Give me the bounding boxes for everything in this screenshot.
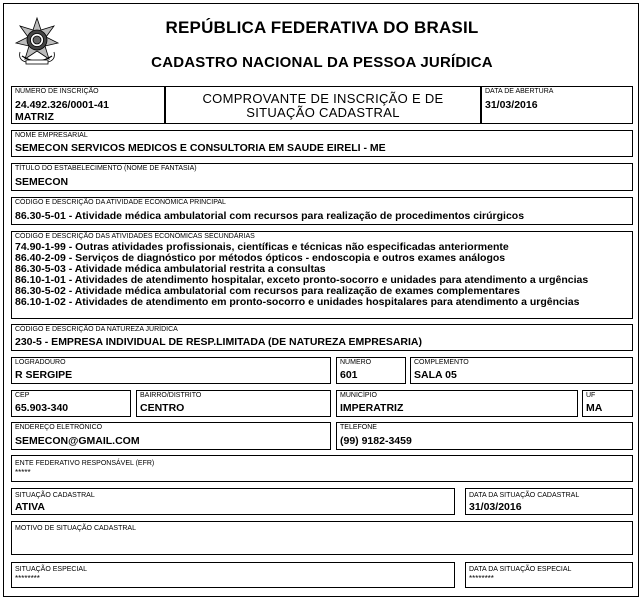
- inscricao-numero: 24.492.326/0001-41: [15, 99, 110, 111]
- nome-empresarial-box: [11, 130, 633, 157]
- municipio-value: IMPERATRIZ: [340, 402, 404, 414]
- uf-label: UF: [586, 392, 596, 399]
- data-situacao-especial-label: DATA DA SITUAÇÃO ESPECIAL: [469, 566, 572, 573]
- inscricao-label: NÚMERO DE INSCRIÇÃO: [15, 88, 99, 95]
- logradouro-value: R SERGIPE: [15, 369, 73, 381]
- motivo-box: [11, 521, 633, 555]
- numero-value: 601: [340, 369, 358, 381]
- fantasia-box: [11, 163, 633, 191]
- uf-box: [582, 390, 633, 417]
- abertura-box: [481, 86, 633, 124]
- list-item: 86.30-5-02 - Atividade médica ambulatorial com recursos para realização de exames complementares: [15, 284, 521, 297]
- fantasia-value: SEMECON: [15, 176, 69, 188]
- fantasia-label: TÍTULO DO ESTABELECIMENTO (NOME DE FANTASIA): [15, 165, 197, 172]
- situacao-especial-label: SITUAÇÃO ESPECIAL: [15, 566, 87, 573]
- telefone-label: TELEFONE: [340, 424, 377, 431]
- situacao-especial-value: ********: [15, 574, 40, 583]
- logradouro-label: LOGRADOURO: [15, 359, 66, 366]
- complemento-value: SALA 05: [414, 369, 457, 381]
- complemento-box: [410, 357, 633, 384]
- atividades-secundarias-label: CÓDIGO E DESCRIÇÃO DAS ATIVIDADES ECONÔMICAS SECUNDÁRIAS: [15, 233, 255, 240]
- municipio-label: MUNICÍPIO: [340, 392, 377, 399]
- bairro-label: BAIRRO/DISTRITO: [140, 392, 202, 399]
- email-box: [11, 422, 331, 450]
- comprovante-line2: SITUAÇÃO CADASTRAL: [246, 105, 400, 120]
- data-situacao-especial-value: ********: [469, 574, 494, 583]
- atividades-secundarias-box: [11, 231, 633, 319]
- list-item: 86.10-1-02 - Atividades de atendimento em pronto-socorro e unidades hospitalares para atendimento a urgências: [15, 295, 580, 308]
- municipio-box: [336, 390, 578, 417]
- telefone-value: (99) 9182-3459: [340, 435, 412, 447]
- list-item: 86.30-5-03 - Atividade médica ambulatorial restrita a consultas: [15, 262, 326, 275]
- page-title: REPÚBLICA FEDERATIVA DO BRASIL: [165, 18, 479, 37]
- data-situacao-label: DATA DA SITUAÇÃO CADASTRAL: [469, 492, 580, 499]
- atividade-principal-label: CÓDIGO E DESCRIÇÃO DA ATIVIDADE ECONÔMICA PRINCIPAL: [15, 199, 226, 206]
- comprovante-box: [165, 86, 481, 124]
- telefone-box: [336, 422, 633, 450]
- list-item: 86.10-1-01 - Atividades de atendimento hospitalar, exceto pronto-socorro e unidades para atendimento a urgências: [15, 273, 589, 286]
- inscricao-tipo: MATRIZ: [15, 111, 54, 123]
- numero-box: [336, 357, 406, 384]
- page-subtitle: CADASTRO NACIONAL DA PESSOA JURÍDICA: [151, 54, 493, 71]
- abertura-label: DATA DE ABERTURA: [485, 88, 554, 95]
- atividades-secundarias-list: [15, 242, 588, 307]
- natureza-juridica-value: 230-5 - EMPRESA INDIVIDUAL DE RESP.LIMITADA (DE NATUREZA EMPRESARIA): [15, 336, 423, 348]
- uf-value: MA: [586, 402, 603, 414]
- cep-box: [11, 390, 131, 417]
- efr-box: [11, 455, 633, 482]
- cep-label: CEP: [15, 392, 30, 399]
- list-item: 74.90-1-99 - Outras atividades profissionais, científicas e técnicas não especificadas anteriormente: [15, 241, 509, 253]
- efr-label: ENTE FEDERATIVO RESPONSÁVEL (EFR): [15, 460, 155, 467]
- efr-value: *****: [15, 468, 31, 477]
- email-label: ENDEREÇO ELETRÔNICO: [15, 424, 103, 431]
- situacao-label: SITUAÇÃO CADASTRAL: [15, 492, 95, 499]
- bairro-value: CENTRO: [140, 402, 185, 414]
- motivo-label: MOTIVO DE SITUAÇÃO CADASTRAL: [15, 525, 136, 532]
- complemento-label: COMPLEMENTO: [414, 359, 469, 366]
- atividade-principal-box: [11, 197, 633, 225]
- cep-value: 65.903-340: [15, 402, 69, 414]
- logradouro-box: [11, 357, 331, 384]
- comprovante-line1: COMPROVANTE DE INSCRIÇÃO E DE: [202, 91, 444, 106]
- abertura-value: 31/03/2016: [485, 99, 538, 111]
- numero-label: NÚMERO: [340, 359, 372, 366]
- nome-empresarial-label: NOME EMPRESARIAL: [15, 132, 88, 139]
- natureza-juridica-label: CÓDIGO E DESCRIÇÃO DA NATUREZA JURÍDICA: [15, 326, 178, 333]
- bairro-box: [136, 390, 331, 417]
- data-situacao-value: 31/03/2016: [469, 501, 522, 513]
- inscricao-box: [11, 86, 165, 124]
- nome-empresarial-value: SEMECON SERVICOS MEDICOS E CONSULTORIA EM SAUDE EIRELI - ME: [15, 142, 386, 154]
- data-situacao-box: [465, 488, 633, 515]
- list-item: 86.40-2-09 - Serviços de diagnóstico por métodos ópticos - endoscopia e outros exames análogos: [15, 251, 506, 264]
- situacao-value: ATIVA: [15, 501, 45, 513]
- email-value: SEMECON@GMAIL.COM: [15, 435, 140, 447]
- situacao-box: [11, 488, 455, 515]
- natureza-juridica-box: [11, 324, 633, 351]
- atividade-principal-value: 86.30-5-01 - Atividade médica ambulatorial com recursos para realização de procedimentos cirúrgicos: [15, 210, 525, 222]
- situacao-especial-box: [11, 562, 455, 588]
- data-situacao-especial-box: [465, 562, 633, 588]
